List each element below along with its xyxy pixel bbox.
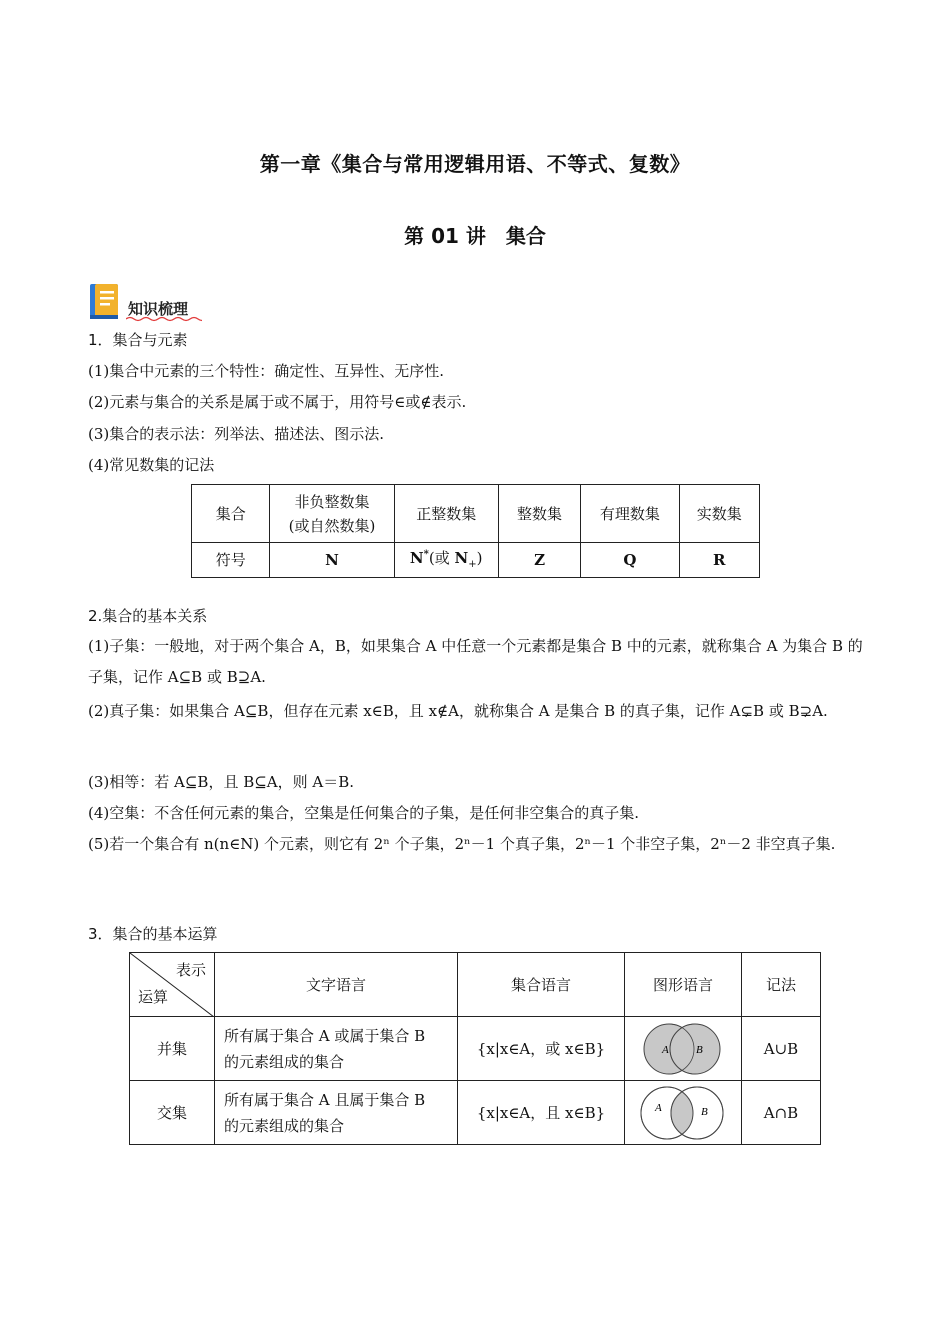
equality-paragraph: (3)相等：若 A⊆B，且 B⊆A，则 A＝B. bbox=[88, 773, 355, 791]
symbol-positive-n: N bbox=[454, 549, 469, 567]
section3-heading: 3．集合的基本运算 bbox=[88, 925, 218, 943]
knowledge-badge bbox=[88, 282, 228, 322]
header-graphic-language: 图形语言 bbox=[625, 953, 742, 1017]
col-natural-l2: (或自然数集) bbox=[288, 516, 376, 535]
corner-cell bbox=[130, 953, 215, 1017]
section2-heading: 2.集合的基本关系 bbox=[88, 607, 208, 625]
subset-count-paragraph: (5)若一个集合有 n(n∈N) 个元素，则它有 2ⁿ 个子集，2ⁿ－1 个真子集，2ⁿ－1 个非空子集，2ⁿ－2 非空真子集. bbox=[88, 835, 836, 853]
intersection-venn bbox=[625, 1081, 742, 1145]
corner-top: 表示 bbox=[175, 961, 206, 979]
section1-item: (2)元素与集合的关系是属于或不属于，用符号∈或∉表示. bbox=[88, 393, 467, 411]
union-venn-b: B bbox=[696, 1043, 703, 1056]
row-header-set: 集合 bbox=[192, 485, 270, 543]
chapter-title: 第一章《集合与常用逻辑用语、不等式、复数》 bbox=[259, 152, 691, 176]
intersection-venn-b: B bbox=[701, 1105, 708, 1118]
union-name: 并集 bbox=[130, 1017, 215, 1081]
symbol-real: R bbox=[679, 543, 759, 578]
section1-item: (3)集合的表示法：列举法、描述法、图示法. bbox=[88, 425, 385, 443]
union-text-l1: 所有属于集合 A 或属于集合 B bbox=[224, 1026, 426, 1045]
intersection-name: 交集 bbox=[130, 1081, 215, 1145]
header-set-language: 集合语言 bbox=[458, 953, 625, 1017]
badge-label: 知识梳理 bbox=[128, 300, 189, 318]
col-real: 实数集 bbox=[679, 485, 759, 543]
symbol-positive-main: N bbox=[409, 549, 424, 567]
intersection-text-l2: 的元素组成的集合 bbox=[224, 1116, 345, 1135]
symbol-positive-sup: * bbox=[423, 549, 429, 560]
intersection-set: {x|x∈A，且 x∈B} bbox=[458, 1081, 625, 1145]
union-set: {x|x∈A，或 x∈B} bbox=[458, 1017, 625, 1081]
col-integer: 整数集 bbox=[498, 485, 580, 543]
union-notation: A∪B bbox=[742, 1017, 821, 1081]
section1-item: (4)常见数集的记法 bbox=[88, 456, 215, 474]
section1-item: (1)集合中元素的三个特性：确定性、互异性、无序性. bbox=[88, 362, 445, 380]
empty-set-paragraph: (4)空集：不含任何元素的集合，空集是任何集合的子集，是任何非空集合的真子集. bbox=[88, 804, 640, 822]
symbol-positive bbox=[394, 543, 498, 578]
intersection-text bbox=[215, 1081, 458, 1145]
corner-bottom: 运算 bbox=[138, 988, 169, 1006]
union-text-l2: 的元素组成的集合 bbox=[224, 1052, 345, 1071]
col-natural bbox=[270, 485, 394, 543]
symbol-positive-end: ) bbox=[476, 549, 483, 567]
book-icon bbox=[88, 282, 122, 322]
header-text-language: 文字语言 bbox=[215, 953, 458, 1017]
subset-paragraph: (1)子集：一般地，对于两个集合 A，B，如果集合 A 中任意一个元素都是集合 B 中的元素，就称集合 A 为集合 B 的子集，记作 A⊆B 或 B⊇A. bbox=[88, 637, 863, 686]
set-operation-table bbox=[129, 952, 821, 1145]
underline-wave bbox=[126, 316, 202, 322]
intersection-venn-diagram bbox=[625, 1083, 741, 1143]
col-natural-l1: 非负整数集 bbox=[294, 492, 370, 511]
col-positive: 正整数集 bbox=[394, 485, 498, 543]
lecture-title: 第 01 讲 集合 bbox=[404, 224, 546, 248]
number-set-table bbox=[191, 484, 760, 578]
table-row bbox=[130, 1017, 821, 1081]
col-rational: 有理数集 bbox=[581, 485, 679, 543]
symbol-integer: Z bbox=[498, 543, 580, 578]
union-venn bbox=[625, 1017, 742, 1081]
proper-subset-paragraph: (2)真子集：如果集合 A⊆B，但存在元素 x∈B，且 x∉A，就称集合 A 是集合 B 的真子集，记作 A⊊B 或 B⊋A. bbox=[88, 702, 828, 720]
union-text bbox=[215, 1017, 458, 1081]
symbol-positive-mid: (或 bbox=[428, 549, 455, 567]
symbol-rational: Q bbox=[581, 543, 679, 578]
header-notation: 记法 bbox=[742, 953, 821, 1017]
intersection-notation: A∩B bbox=[742, 1081, 821, 1145]
union-venn-a: A bbox=[662, 1043, 669, 1056]
section1-heading: 1．集合与元素 bbox=[88, 331, 188, 349]
symbol-natural: N bbox=[270, 543, 394, 578]
row-header-symbol: 符号 bbox=[192, 543, 270, 578]
symbol-positive-sub: + bbox=[468, 559, 477, 570]
union-venn-diagram bbox=[625, 1019, 741, 1079]
intersection-text-l1: 所有属于集合 A 且属于集合 B bbox=[224, 1090, 426, 1109]
table-row bbox=[130, 1081, 821, 1145]
intersection-venn-a: A bbox=[655, 1101, 662, 1114]
